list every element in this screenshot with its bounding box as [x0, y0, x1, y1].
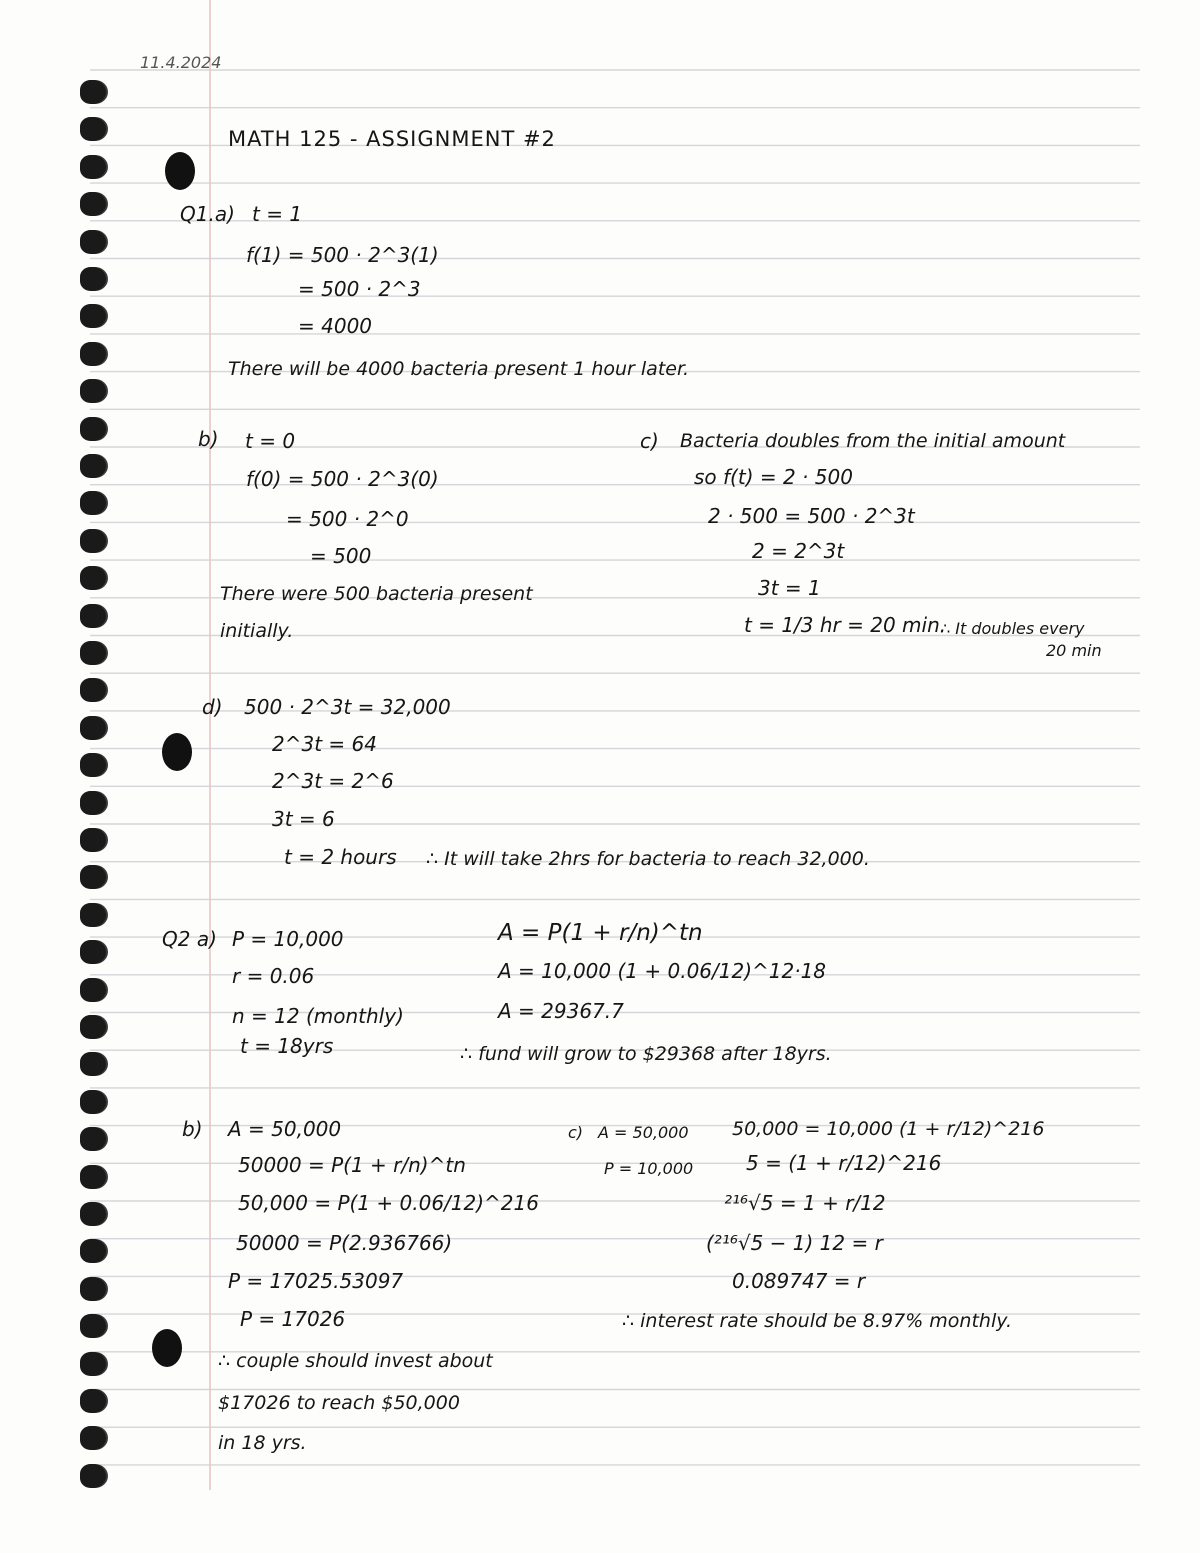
- q1b-line: f(0) = 500 · 2^3(0): [246, 467, 439, 491]
- spiral-ring: [80, 716, 106, 740]
- q1a-line: = 4000: [298, 314, 373, 338]
- q2c-work: 50,000 = 10,000 (1 + r/12)^216: [732, 1118, 1045, 1140]
- spiral-ring: [80, 454, 106, 478]
- spiral-ring: [80, 1015, 106, 1039]
- spiral-ring: [80, 1090, 106, 1114]
- q1b-label: b): [198, 427, 219, 451]
- q2c-answer: ∴ interest rate should be 8.97% monthly.: [622, 1310, 1013, 1332]
- spiral-ring: [80, 1464, 106, 1488]
- q2b-line: 50,000 = P(1 + 0.06/12)^216: [238, 1191, 539, 1215]
- q1c-line: 2 · 500 = 500 · 2^3t: [708, 504, 915, 528]
- q1d-answer: ∴ It will take 2hrs for bacteria to reach 32,000.: [426, 848, 870, 870]
- q2c-work: (²¹⁶√5 − 1) 12 = r: [706, 1231, 883, 1255]
- q1d-line: 2^3t = 2^6: [272, 769, 394, 793]
- q1c-label: c): [640, 429, 659, 453]
- q1a-label: Q1.a): [180, 202, 235, 226]
- q2c-given: P = 10,000: [604, 1159, 694, 1178]
- spiral-ring: [80, 1389, 106, 1413]
- q2a-label: Q2 a): [162, 927, 217, 951]
- spiral-ring: [80, 267, 106, 291]
- spiral-ring: [80, 80, 106, 104]
- binder-hole: [165, 152, 195, 190]
- q1a-line: t = 1: [252, 202, 303, 226]
- q2c-label: c): [568, 1123, 584, 1142]
- q2c-given: A = 50,000: [598, 1123, 689, 1142]
- q2a-work: A = P(1 + r/n)^tn: [498, 920, 703, 946]
- spiral-ring: [80, 1202, 106, 1226]
- q1d-line: 500 · 2^3t = 32,000: [244, 695, 451, 719]
- spiral-ring: [80, 978, 106, 1002]
- q1b-line: t = 0: [245, 429, 296, 453]
- q2a-work: A = 29367.7: [498, 999, 624, 1023]
- spiral-ring: [80, 903, 106, 927]
- spiral-ring: [80, 529, 106, 553]
- q1c-line: 2 = 2^3t: [752, 539, 845, 563]
- binder-hole: [162, 733, 192, 771]
- spiral-ring: [80, 1352, 106, 1376]
- q1d-label: d): [202, 695, 223, 719]
- spiral-ring: [80, 230, 106, 254]
- q2b-answer: in 18 yrs.: [218, 1432, 307, 1454]
- q2b-line: 50000 = P(1 + r/n)^tn: [238, 1153, 466, 1177]
- q1c-line: so f(t) = 2 · 500: [694, 465, 853, 489]
- q1d-line: 3t = 6: [272, 807, 335, 831]
- q2b-answer: $17026 to reach $50,000: [218, 1392, 460, 1414]
- q1b-line: = 500 · 2^0: [286, 507, 409, 531]
- q2c-work: 0.089747 = r: [732, 1269, 866, 1293]
- q1b-answer: There were 500 bacteria present: [220, 583, 533, 605]
- q1d-line: 2^3t = 64: [272, 732, 377, 756]
- spiral-ring: [80, 604, 106, 628]
- q1c-line: t = 1/3 hr = 20 min.: [744, 613, 947, 637]
- spiral-ring: [80, 1277, 106, 1301]
- q2b-line: A = 50,000: [228, 1117, 342, 1141]
- q2b-line: P = 17026: [240, 1307, 346, 1331]
- q1c-line: Bacteria doubles from the initial amount: [680, 430, 1066, 452]
- q1c-answer: 20 min: [1046, 641, 1102, 660]
- q1b-answer: initially.: [220, 620, 294, 642]
- q2a-given: n = 12 (monthly): [232, 1004, 404, 1028]
- page-title: MATH 125 - ASSIGNMENT #2: [228, 127, 556, 151]
- q1a-answer: There will be 4000 bacteria present 1 hour later.: [228, 358, 690, 380]
- q2a-given: t = 18yrs: [240, 1034, 334, 1058]
- q2b-line: P = 17025.53097: [228, 1269, 404, 1293]
- q1a-line: = 500 · 2^3: [298, 277, 421, 301]
- q1c-answer: ∴ It doubles every: [940, 619, 1085, 638]
- spiral-ring: [80, 1165, 106, 1189]
- header-date: 11.4.2024: [140, 53, 222, 72]
- spiral-ring: [80, 417, 106, 441]
- spiral-ring: [80, 828, 106, 852]
- q2a-answer: ∴ fund will grow to $29368 after 18yrs.: [460, 1043, 832, 1065]
- spiral-ring: [80, 155, 106, 179]
- q1a-line: f(1) = 500 · 2^3(1): [246, 243, 439, 267]
- q2b-line: 50000 = P(2.936766): [236, 1231, 453, 1255]
- spiral-ring: [80, 342, 106, 366]
- q1c-line: 3t = 1: [758, 576, 821, 600]
- q2a-work: A = 10,000 (1 + 0.06/12)^12·18: [498, 959, 827, 983]
- q2a-given: P = 10,000: [232, 927, 344, 951]
- q2a-given: r = 0.06: [232, 964, 315, 988]
- q2c-work: 5 = (1 + r/12)^216: [746, 1151, 942, 1175]
- q2c-work: ²¹⁶√5 = 1 + r/12: [724, 1191, 886, 1215]
- spiral-ring: [80, 641, 106, 665]
- q1b-line: = 500: [310, 544, 372, 568]
- binder-hole: [152, 1329, 182, 1367]
- q2b-answer: ∴ couple should invest about: [218, 1350, 493, 1372]
- q1d-line: t = 2 hours: [284, 845, 397, 869]
- q2b-label: b): [182, 1117, 203, 1141]
- spiral-ring: [80, 791, 106, 815]
